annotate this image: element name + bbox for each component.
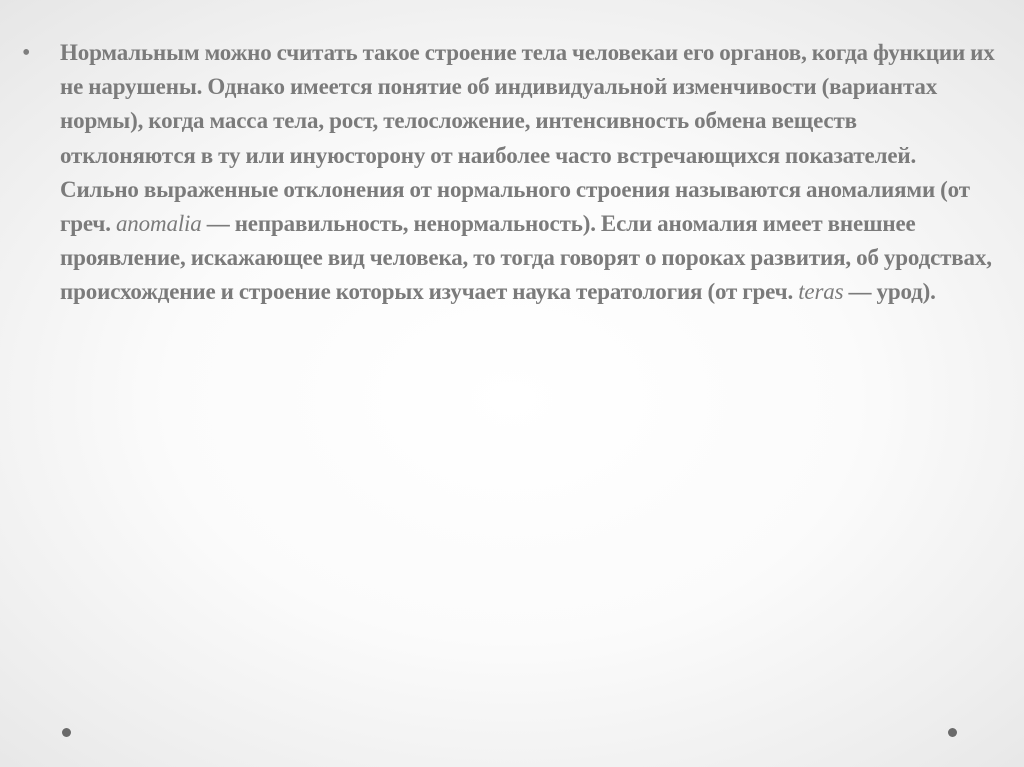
paragraph-text-part1: Нормальным можно считать такое строение тела человекаи его органов, когда функции их не нарушены. Однако имеется понятие об индивидуальной изменчивости (вариантах нормы), когда масса тела, рост, телосложение, интенсивность обмена веществ отклоняются в ту или инуюсторону от наиболее часто встречающихся показателей. Сильно выраженные отклонения от нормального строения называются аномалиями (от греч. xyxy=(60,40,995,237)
term-anomalia: anomalia xyxy=(115,211,202,237)
bullet-item xyxy=(22,36,1002,310)
bullet-paragraph xyxy=(60,36,995,310)
paragraph-text-part3: — урод). xyxy=(843,279,936,305)
paragraph-text-part2: — неправильность, ненормальность). Если аномалия имеет внешнее проявление, искажающее вид человека, то тогда говорят о пороках развития, об уродствах, происхождение и строение которых изучает наука тератология (от греч. xyxy=(60,211,992,305)
decorative-dot-right xyxy=(948,728,957,737)
term-teras: teras xyxy=(798,279,844,305)
bullet-dot-icon: • xyxy=(22,40,31,66)
decorative-dot-left xyxy=(62,728,71,737)
